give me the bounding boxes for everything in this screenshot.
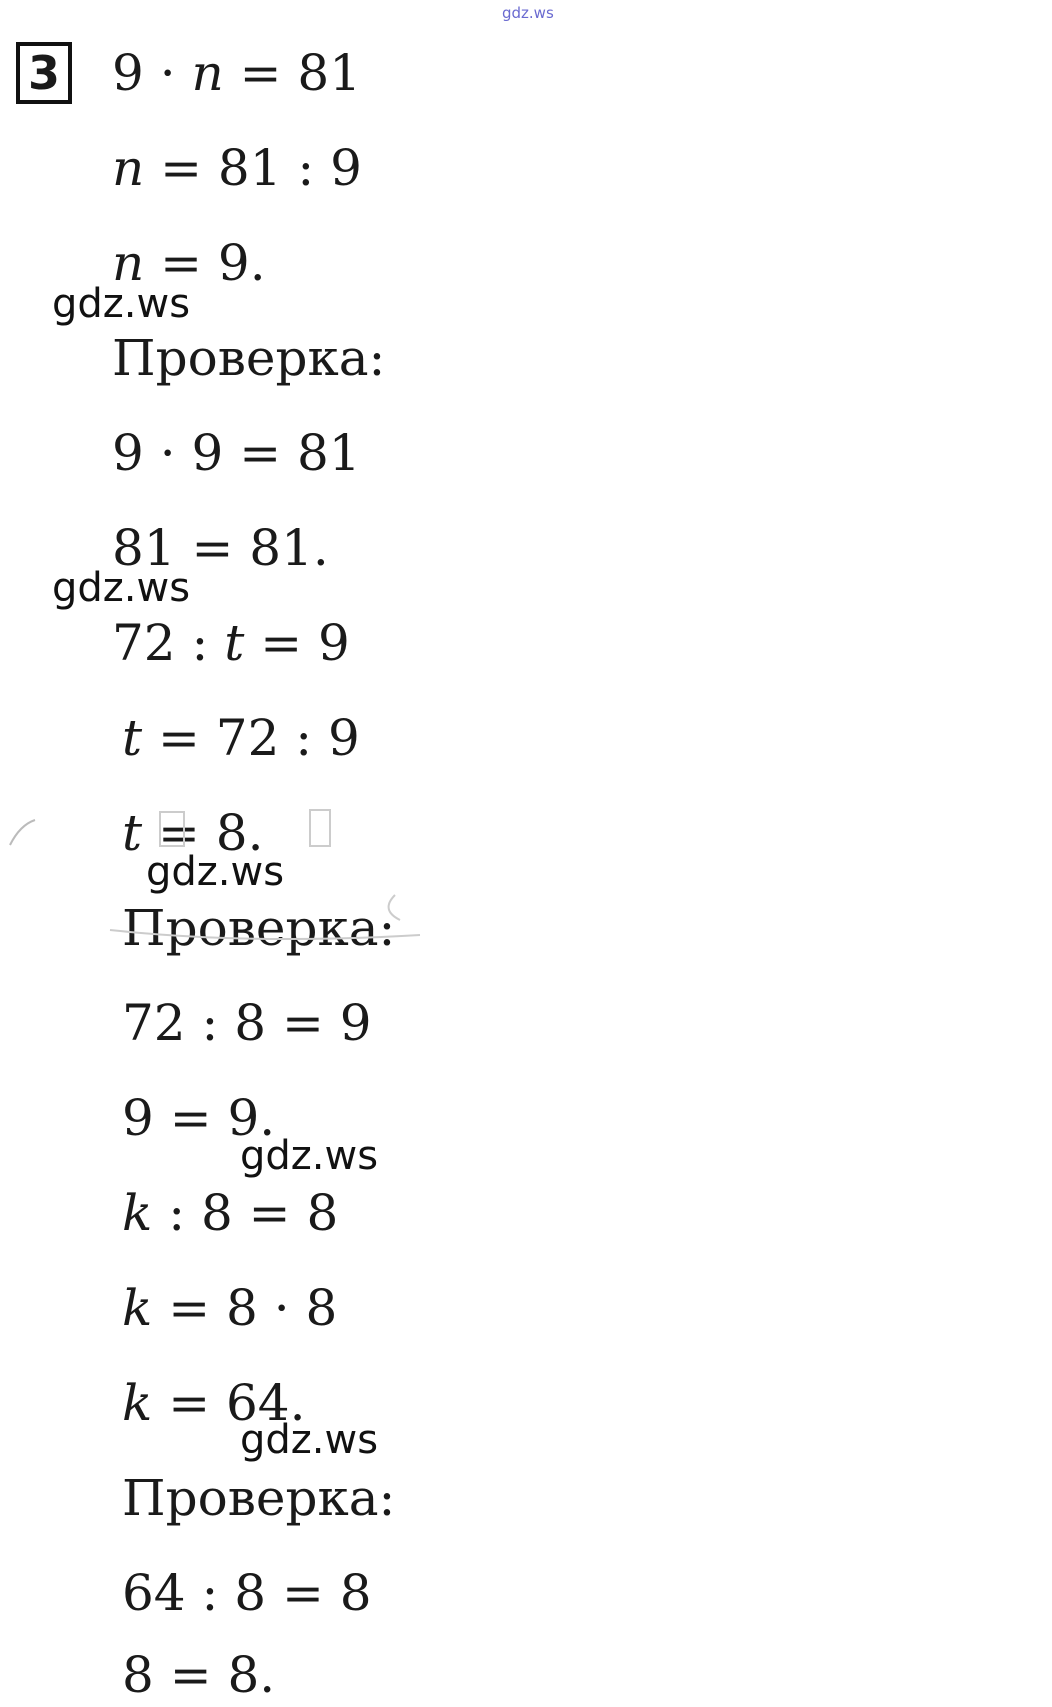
check-label: Проверка:	[112, 329, 386, 387]
task-number-box	[16, 42, 72, 104]
check-label: Проверка:	[122, 1469, 396, 1527]
equation-line: t = 72 : 9	[122, 709, 360, 767]
check-line: 8 = 8.	[122, 1646, 276, 1704]
watermark: gdz.ws	[240, 1133, 379, 1179]
equation-line: k = 64.	[122, 1374, 306, 1432]
equation-line: 9 · n = 81	[112, 44, 362, 102]
watermark: gdz.ws	[146, 849, 285, 895]
watermark: gdz.ws	[240, 1417, 379, 1463]
check-line: 9 = 9.	[122, 1089, 276, 1147]
equation-line: k : 8 = 8	[122, 1184, 339, 1242]
equation-line: 72 : t = 9	[112, 614, 350, 672]
check-line: 9 · 9 = 81	[112, 424, 361, 482]
equation-line: k = 8 · 8	[122, 1279, 338, 1337]
equation-line: t = 8.	[122, 804, 264, 862]
check-line: 81 = 81.	[112, 519, 329, 577]
check-label: Проверка:	[122, 899, 396, 957]
equation-line: n = 9.	[112, 234, 266, 292]
task-number: 3	[27, 46, 60, 100]
watermark: gdz.ws	[52, 281, 191, 327]
check-line: 72 : 8 = 9	[122, 994, 372, 1052]
check-line: 64 : 8 = 8	[122, 1564, 372, 1622]
watermark: gdz.ws	[52, 565, 191, 611]
top-watermark: gdz.ws	[502, 4, 554, 22]
equation-line: n = 81 : 9	[112, 139, 362, 197]
